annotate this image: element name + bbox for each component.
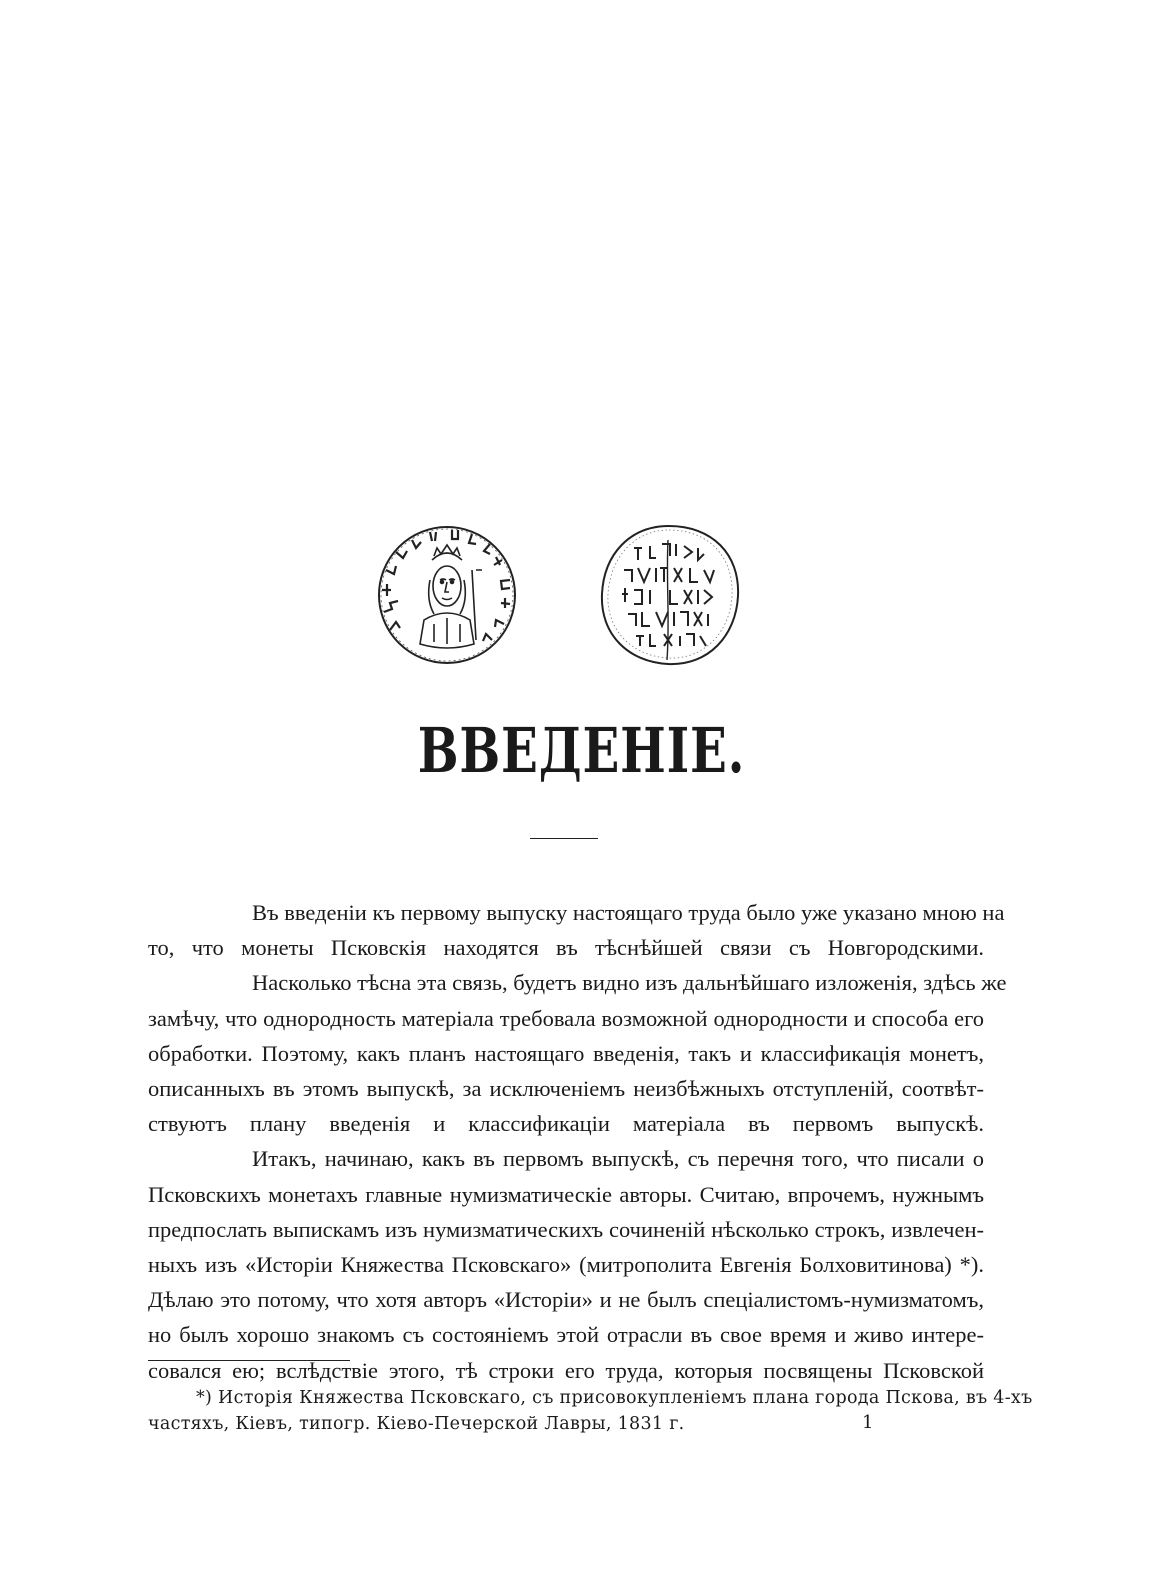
- body-text: [148, 895, 1007, 1388]
- paragraph-line: Псковскихъ монетахъ главные нумизматическіе авторы. Считаю, впрочемъ, нужнымъ: [148, 1181, 984, 1207]
- page-title: ВВЕДЕНІЕ.: [417, 714, 746, 787]
- footnote-line: частяхъ, Кіевъ, типогр. Кіево-Печерской Лавры, 1831 г.: [148, 1414, 685, 1434]
- footnote: [148, 1385, 1033, 1437]
- paragraph-3: [148, 1141, 984, 1387]
- footnote-divider: [148, 1360, 350, 1361]
- paragraph-line: совался ею; вслѣдствіе этого, тѣ строки его труда, которыя посвящены Псковской: [148, 1357, 984, 1383]
- paragraph-line: Въ введеніи къ первому выпуску настоящаго труда было уже указано мною на: [252, 900, 1005, 925]
- paragraph-line: обработки. Поэтому, какъ планъ настоящаго введенія, такъ и классификація монетъ,: [148, 1040, 984, 1066]
- paragraph-line: но былъ хорошо знакомъ съ состояніемъ этой отрасли въ свое время и живо интере-: [148, 1322, 984, 1348]
- paragraph-line: Итакъ, начинаю, какъ въ первомъ выпускѣ, съ перечня того, что писали о: [252, 1146, 984, 1172]
- paragraph-line: Насколько тѣсна эта связь, будетъ видно изъ дальнѣйшаго изложенія, здѣсь же: [252, 970, 1007, 996]
- paragraph-1: [148, 895, 1005, 965]
- paragraph-line: то, что монеты Псковскія находятся въ тѣснѣйшей связи съ Новгородскими.: [148, 935, 984, 961]
- paragraph-line: ныхъ изъ «Исторіи Княжества Псковскаго» (митрополита Евгенія Болховитинова) *).: [148, 1252, 984, 1278]
- paragraph-line: замѣчу, что однородность матеріала требовала возможной однородности и способа его: [148, 1005, 984, 1031]
- coin-obverse-image: [372, 520, 522, 670]
- coin-reverse-image: [594, 520, 744, 670]
- footnote-line: *) Исторія Княжества Псковскаго, съ присовокупленіемъ плана города Пскова, въ 4-хъ: [196, 1388, 1033, 1408]
- page-number: 1: [862, 1412, 874, 1433]
- paragraph-line: ствуютъ плану введенія и классификаціи матеріала въ первомъ выпускѣ.: [148, 1111, 984, 1137]
- title-divider: [530, 838, 598, 839]
- paragraph-line: описанныхъ въ этомъ выпускѣ, за исключеніемъ неизбѣжныхъ отступленій, соотвѣт-: [148, 1076, 984, 1102]
- paragraph-line: Дѣлаю это потому, что хотя авторъ «Исторіи» и не былъ спеціалистомъ-нумизматомъ,: [148, 1287, 984, 1313]
- paragraph-line: предпослать выпискамъ изъ нумизматическихъ сочиненій нѣсколько строкъ, извлечен-: [148, 1216, 984, 1242]
- paragraph-2: [148, 965, 1007, 1141]
- coin-illustrations: [372, 520, 752, 680]
